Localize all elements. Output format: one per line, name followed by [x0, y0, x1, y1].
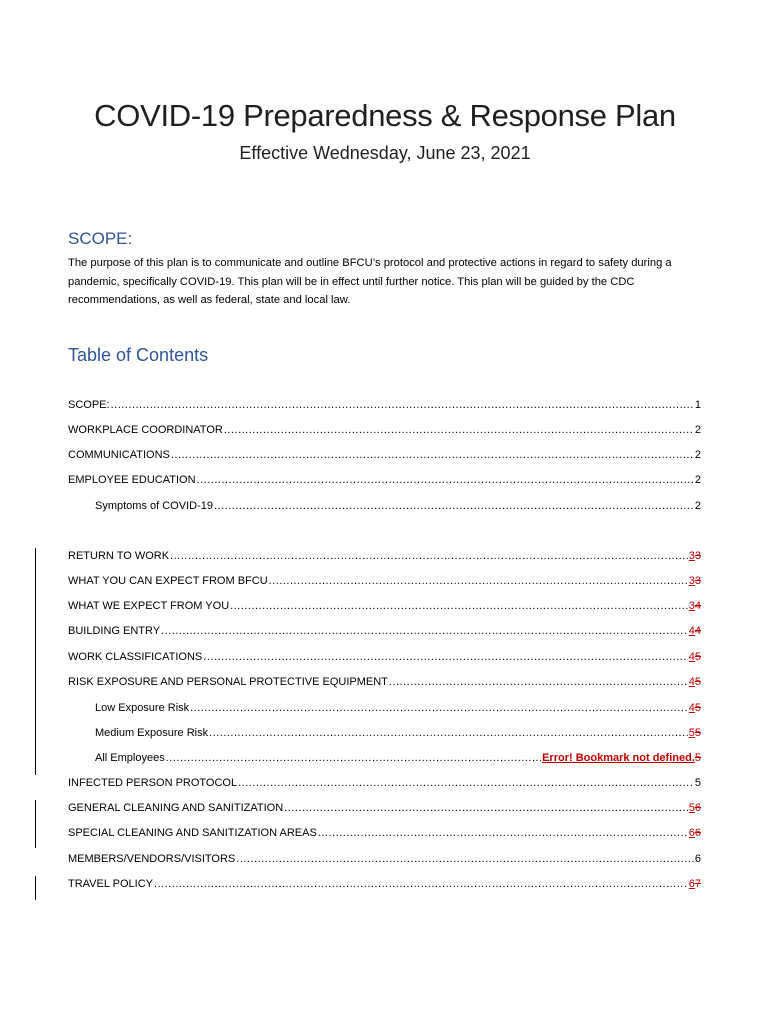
scope-paragraph: The purpose of this plan is to communicate and outline BFCU’s protocol and protective actions in regard to safety during a pandemic, specifically COVID-19. This plan will be in effect until further notice. This plan will be guided by the CDC recommendations, as well as federal, state and local law.	[68, 257, 672, 306]
toc-leader-dots	[230, 600, 688, 612]
toc-entry[interactable]	[68, 600, 701, 616]
toc-leader-dots	[161, 625, 688, 637]
toc-leader-dots	[214, 500, 694, 512]
deleted-page-number: 5	[694, 752, 701, 764]
toc-entry-label: EMPLOYEE EDUCATION	[68, 474, 196, 486]
toc-page-number	[689, 600, 701, 612]
deleted-page-number: 4	[694, 600, 701, 612]
toc-entry[interactable]	[95, 727, 701, 743]
toc-leader-dots	[166, 752, 541, 764]
inserted-page-number: 4	[688, 625, 695, 637]
toc-entry-label: MEMBERS/VENDORS/VISITORS	[68, 853, 236, 865]
toc-page-number	[689, 802, 701, 814]
change-bar	[35, 800, 36, 848]
toc-entry[interactable]	[68, 676, 701, 692]
inserted-page-number: 4	[688, 702, 695, 714]
toc-entry-label: RISK EXPOSURE AND PERSONAL PROTECTIVE EQUIPMENT	[68, 676, 388, 688]
toc-page-number: 6	[694, 853, 701, 865]
toc-entry-label: WHAT WE EXPECT FROM YOU	[68, 600, 230, 612]
toc-entry[interactable]	[68, 878, 701, 894]
toc-page-number	[689, 878, 701, 890]
toc-entry[interactable]	[95, 500, 701, 516]
toc-leader-dots	[318, 827, 688, 839]
toc-entry[interactable]	[68, 474, 701, 490]
toc-leader-dots	[284, 802, 688, 814]
toc-entry[interactable]	[95, 752, 701, 768]
toc-leader-dots	[190, 702, 688, 714]
deleted-page-number: 5	[694, 676, 701, 688]
toc-entry-label: WORK CLASSIFICATIONS	[68, 651, 203, 663]
toc-entry[interactable]	[68, 651, 701, 667]
toc-entry-label: WORKPLACE COORDINATOR	[68, 424, 223, 436]
toc-page-number	[689, 550, 701, 562]
deleted-page-number: 5	[694, 727, 701, 739]
toc-page-number	[689, 676, 701, 688]
toc-leader-dots	[209, 727, 688, 739]
toc-entry-label: GENERAL CLEANING AND SANITIZATION	[68, 802, 284, 814]
inserted-page-number: 6	[688, 878, 695, 890]
toc-page-number: 2	[694, 474, 701, 486]
toc-entry[interactable]	[68, 827, 701, 843]
deleted-page-number: 6	[694, 827, 701, 839]
toc-entry[interactable]	[68, 802, 701, 818]
toc-entry[interactable]	[68, 424, 701, 440]
toc-page-number	[542, 752, 701, 764]
inserted-page-number: 5	[688, 802, 695, 814]
toc-leader-dots	[154, 878, 688, 890]
toc-leader-dots	[197, 474, 694, 486]
toc-leader-dots	[224, 424, 694, 436]
toc-leader-dots	[170, 550, 688, 562]
inserted-page-number: 5	[688, 727, 695, 739]
toc-entry-label: Symptoms of COVID-19	[95, 500, 213, 512]
toc-entry-label: Medium Exposure Risk	[95, 727, 209, 739]
toc-entry-label: SPECIAL CLEANING AND SANITIZATION AREAS	[68, 827, 317, 839]
deleted-page-number: 6	[694, 802, 701, 814]
toc-entry[interactable]	[68, 625, 701, 641]
toc-leader-dots	[171, 449, 694, 461]
deleted-page-number: 3	[694, 575, 701, 587]
toc-entry-label: INFECTED PERSON PROTOCOL	[68, 777, 238, 789]
bookmark-error-text: Error! Bookmark not defined.	[542, 752, 695, 764]
toc-page-number: 1	[694, 399, 701, 411]
toc-leader-dots	[238, 777, 694, 789]
toc-entry[interactable]	[68, 550, 701, 566]
deleted-page-number: 7	[694, 878, 701, 890]
scope-heading: SCOPE:	[68, 229, 133, 248]
toc-entry-label: RETURN TO WORK	[68, 550, 170, 562]
toc-entry-label: SCOPE:	[68, 399, 110, 411]
inserted-page-number: 6	[688, 827, 695, 839]
toc-leader-dots	[269, 575, 688, 587]
inserted-page-number: 3	[688, 600, 695, 612]
toc-page-number	[689, 702, 701, 714]
toc-page-number: 2	[694, 449, 701, 461]
toc-page-number: 5	[694, 777, 701, 789]
change-bar	[35, 548, 36, 775]
toc-page-number	[689, 827, 701, 839]
inserted-page-number: 4	[688, 651, 695, 663]
toc-entry-label: Low Exposure Risk	[95, 702, 190, 714]
inserted-page-number: 3	[688, 550, 695, 562]
toc-page-number	[689, 651, 701, 663]
toc-leader-dots	[236, 853, 694, 865]
toc-page-number: 2	[694, 500, 701, 512]
toc-entry[interactable]	[68, 853, 701, 869]
toc-leader-dots	[203, 651, 687, 663]
toc-entry[interactable]	[68, 777, 701, 793]
toc-entry-label: All Employees	[95, 752, 165, 764]
inserted-page-number: 4	[688, 676, 695, 688]
toc-entry[interactable]	[68, 399, 701, 415]
deleted-page-number: 3	[694, 550, 701, 562]
deleted-page-number: 4	[694, 625, 701, 637]
toc-page-number	[689, 575, 701, 587]
toc-heading: Table of Contents	[68, 345, 209, 365]
toc-leader-dots	[389, 676, 688, 688]
deleted-page-number: 5	[694, 651, 701, 663]
toc-entry-label: BUILDING ENTRY	[68, 625, 161, 637]
inserted-page-number: 3	[688, 575, 695, 587]
document-title: COVID-19 Preparedness & Response Plan	[94, 98, 676, 133]
toc-entry-label: TRAVEL POLICY	[68, 878, 153, 890]
toc-entry[interactable]	[68, 449, 701, 465]
change-bar	[35, 876, 36, 900]
toc-page-number	[689, 727, 701, 739]
toc-page-number: 2	[694, 424, 701, 436]
deleted-page-number: 5	[694, 702, 701, 714]
toc-entry[interactable]	[95, 702, 701, 718]
toc-entry-label: COMMUNICATIONS	[68, 449, 170, 461]
document-subtitle: Effective Wednesday, June 23, 2021	[239, 143, 531, 163]
toc-entry[interactable]	[68, 575, 701, 591]
toc-leader-dots	[111, 399, 694, 411]
toc-page-number	[689, 625, 701, 637]
toc-entry-label: WHAT YOU CAN EXPECT FROM BFCU	[68, 575, 268, 587]
